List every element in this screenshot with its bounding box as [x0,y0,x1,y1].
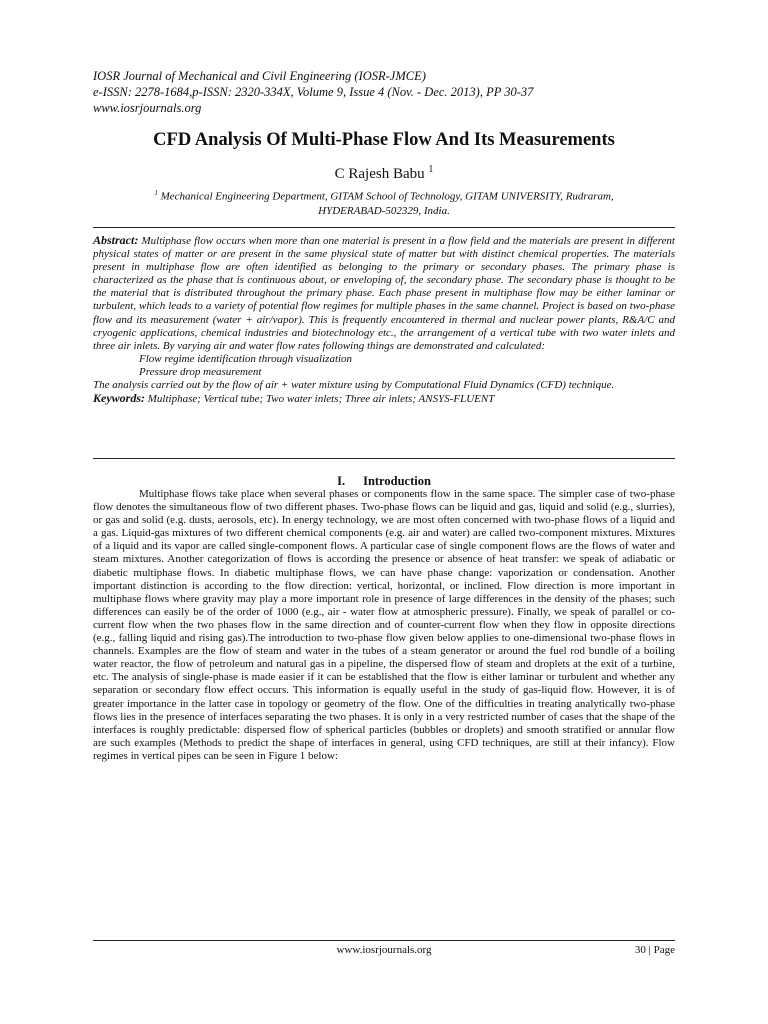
author-line [60,164,708,183]
journal-name: IOSR Journal of Mechanical and Civil Engineering (IOSR-JMCE) [93,69,426,83]
footer-page-number: 30 | Page [634,944,675,956]
section-number: I. [337,474,346,488]
abstract-bottom-rule [93,458,675,459]
abstract-item-flow-regime: Flow regime identification through visualization [139,352,353,365]
abstract-paragraph [93,234,675,353]
affiliation-line-1: Mechanical Engineering Department, GITAM School of Technology, GITAM UNIVERSITY, Rudraram, [157,190,614,203]
keywords-line [93,392,675,406]
abstract-top-rule [93,227,675,228]
affiliation-line-2: HYDERABAD-502329, India. [318,204,450,217]
footer-url[interactable]: www.iosrjournals.org [336,944,432,956]
keywords-text: Multiphase; Vertical tube; Two water inlets; Three air inlets; ANSYS-FLUENT [145,393,495,406]
abstract-closing: The analysis carried out by the flow of air + water mixture using by Computational Fluid Dynamics (CFD) technique. [93,379,615,392]
abstract-label: Abstract: [93,233,139,247]
journal-url[interactable]: www.iosrjournals.org [93,101,202,115]
abstract-text: Multiphase flow occurs when more than one material is present in a flow field and the materials are present in different physical states of matter or are present in the same physical state of matter but with distinct chemical properties. The materials present in multiphase flow are often identified as belonging to the primary or secondary phases. The primary phase is characterized as the phase that is continuous about, or enveloping of, the secondary phase. The secondary phase is thought to be the material that is distributed throughout the primary phase. Each phase present in multiphase flow may be either laminar or turbulent, which leads to a variety of potential flow regimes for multiple phases in the same channel. Project is based on two-phase flow and its measurement (water + air/vapor). This is frequently encountered in thermal and nuclear power plants, R&A/C and cryogenic applications, chemical industries and biotechnology etc., the arrangement of a vertical tube with two water inlets and three air inlets. By varying air and water flow rates following things are demonstrated and calculated: [93,235,675,352]
abstract-block [93,234,675,406]
affiliation-superscript: 1 [154,189,158,197]
introduction-paragraph: Multiphase flows take place when several phases or components flow in the same space. The simpler case of two-phase flow denotes the simultaneous flow of two different phases. Two-phase flows can be liquid and gas, liquid and solid (e.g., slurries), or gas and solid (e.g. dusts, aerosols, etc). In energy technology, we are most often concerned with two-phase flows of a liquid and a gas. Liquid-gas mixtures of two different chemical components (e.g. air and water) are called two-component mixtures. Mixtures of a liquid and its vapor are called single-component flows. A particular case of single component flows are the flows of water and steam mixtures. Another categorization of flows is according the presence or absence of heat transfer: we speak of adiabatic or diabetic multiphase flows. In diabetic multiphase flows, we can have phase change: vaporization or condensation. Another important distinction is according to the flow direction: vertical, horizontal, or inclined. Flow direction is more important in multiphase flows where gravity may play a more important role in presence of large differences in the density of the phases; such differences can easily be of the order of 1000 (e.g., air - water flow at atmospheric pressure). Finally, we speak of parallel or co-current flow when the two phases flow in the same direction and of counter-current flow when they flow in opposite directions (e.g., falling liquid and rising gas).The introduction to two-phase flow given below applies to one-dimensional two-phase flows in channels. Examples are the flow of steam and water in the tubes of a steam generator or around the fuel rod bundle of a boiling water reactor, the flow of petroleum and natural gas in a pipeline, the dispersed flow of steam and droplets at the exit of a turbine, etc. The analysis of single-phase is made easier if it can be established that the flow is either laminar or turbulent and whether any separation or secondary flow effect occurs. This information is equally useful in the study of gas-liquid flow. However, it is of greater importance in the latter case in topology or geometry of the flow. One of the difficulties in treating analytically two-phase flows lies in the presence of interfaces separating the two phases. It is only in a very restricted number of cases that the shape of the interfaces is roughly predictable: dispersed flow of spherical particles (bubbles or droplets) and smooth stratified or annular flow are such examples (Methods to predict the shape of interfaces in general, using CFD techniques, are still at their infancy). Flow regimes in vertical pipes can be seen in Figure 1 below: [93,488,675,762]
journal-issn: e-ISSN: 2278-1684,p-ISSN: 2320-334X, Volume 9, Issue 4 (Nov. - Dec. 2013), PP 30-37 [93,85,534,99]
keywords-label: Keywords: [93,391,145,406]
paper-title: CFD Analysis Of Multi-Phase Flow And Its Measurements [153,130,615,150]
author-superscript: 1 [428,164,434,175]
journal-header [93,68,693,116]
affiliation [93,186,675,218]
section-heading-introduction [93,474,675,489]
footer-rule [93,940,675,941]
section-title: Introduction [363,474,431,488]
author-name: C Rajesh Babu [334,166,425,182]
abstract-item-pressure-drop: Pressure drop measurement [139,365,262,378]
